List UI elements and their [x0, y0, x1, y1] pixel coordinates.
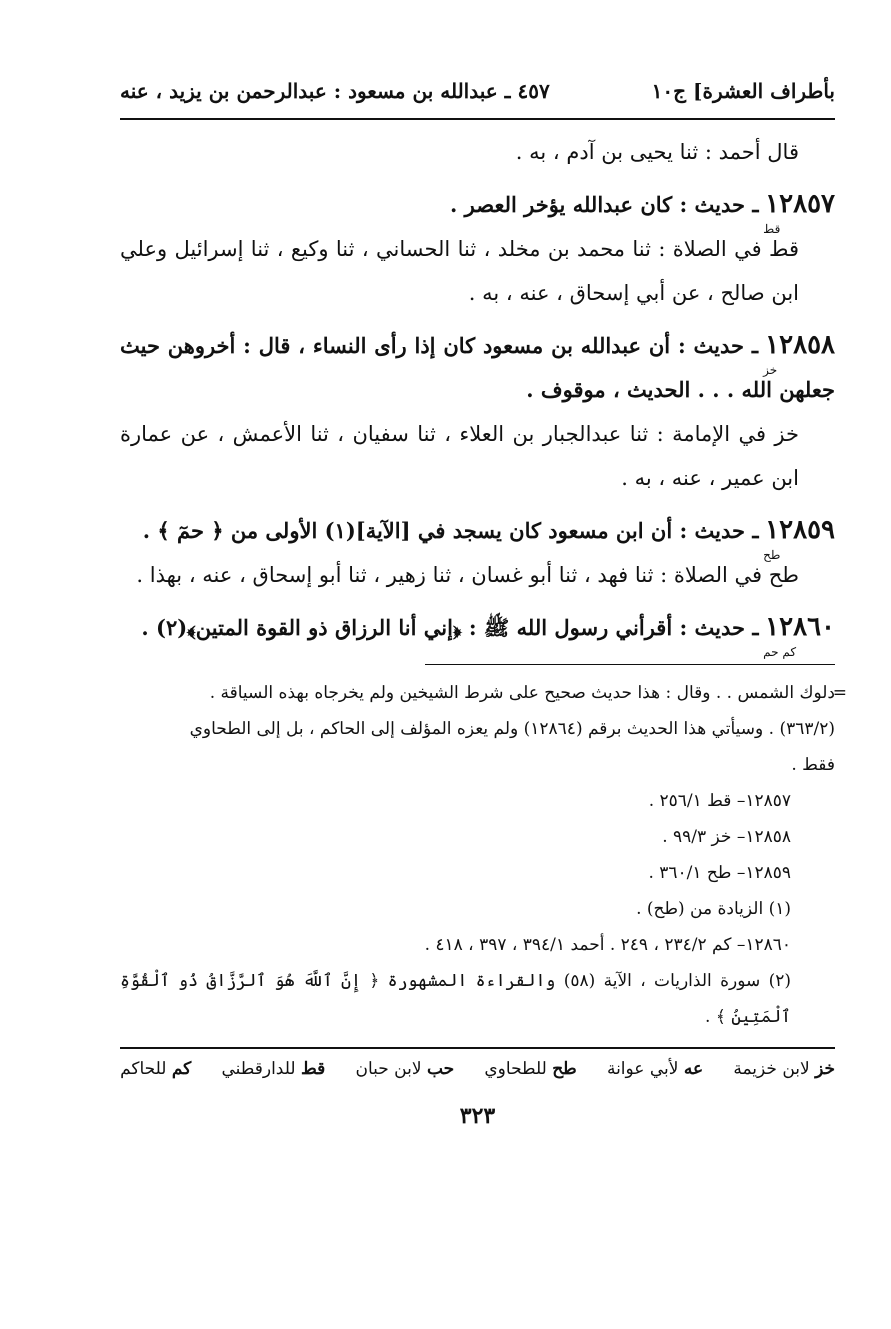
footnote-line: (١) الزيادة من (طح) . [636, 899, 791, 919]
legend-item: كم للحاكم [120, 1059, 192, 1079]
header-book-title: بأطراف العشرة] ج١٠ [651, 79, 835, 103]
source-code: خز [763, 363, 778, 377]
hadith-number: ١٢٨٥٩ طح [763, 515, 835, 562]
hadith-text: ـ حديث : أقرأني رسول الله ﷺ : ﴿إني أنا الرزاق ذو القوة المتين﴾(٢) . [141, 615, 759, 640]
source-code: طح [763, 548, 781, 562]
hadith-12857 [120, 182, 835, 236]
running-header [120, 70, 835, 112]
hadith-text: ـ حديث : أن عبدالله بن مسعود كان إذا رأى النساء ، قال : أخروهن حيث جعلهن الله . . . الحديث ، موقوف . [120, 333, 835, 402]
hadith-text: ـ حديث : أن ابن مسعود كان يسجد في [الآية](١) الأولى من ﴿ حمٓ ﴾ . [142, 518, 759, 543]
hadith-12860 [120, 605, 835, 659]
main-text [120, 120, 835, 659]
legend-item: حب لابن حبان [355, 1059, 455, 1079]
footnote-line: ١٢٨٦٠– كم ٢٣٤/٢ ، ٢٤٩ . أحمد ٣٩٤/١ ، ٣٩٧ ، ٤١٨ . [424, 935, 791, 955]
intro-line: قال أحمد : ثنا يحيى بن آدم ، به . [515, 140, 799, 164]
hadith-source: طح في الصلاة : ثنا فهد ، ثنا أبو غسان ، ثنا زهير ، ثنا أبو إسحاق ، عنه ، بهذا . [136, 563, 799, 587]
footnote-continuation: = دلوك الشمس . . وقال : هذا حديث صحيح على شرط الشيخين ولم يخرجاه بهذه السياقة . [120, 675, 835, 711]
hadith-source: قط في الصلاة : ثنا محمد بن مخلد ، ثنا الحساني ، ثنا وكيع ، ثنا إسرائيل وعلي ابن صالح ، عن أبي إسحاق ، عنه ، به . [120, 237, 799, 305]
footnote-line: ١٢٨٥٩– طح ٣٦٠/١ . [648, 863, 791, 883]
legend-item: خز لابن خزيمة [733, 1059, 835, 1079]
continuation-mark: = [832, 683, 847, 703]
hadith-12859 [120, 508, 835, 562]
legend-item: طح للطحاوي [484, 1059, 577, 1079]
hadith-number: ١٢٨٥٨ خز [763, 330, 835, 377]
footnote-line: (٢) سورة الذاريات ، الآية (٥٨) والقراءة المشهورة ﴿ إِنَّ ٱللَّهَ هُوَ ٱلرَّزَّاقُ ذُو ٱلْقُوَّةِ ٱلْمَتِينُ ﴾ . [120, 971, 791, 1027]
footnote-continuation: فقط . [791, 755, 835, 775]
legend-item: عه لأبي عوانة [606, 1059, 704, 1079]
book-page [120, 70, 847, 1310]
hadith-number: ١٢٨٦٠ كم حم [763, 612, 835, 659]
hadith-text: ـ حديث : كان عبدالله يؤخر العصر . [450, 192, 759, 217]
page-number: ٣٢٣ [459, 1103, 496, 1129]
footnote-separator [425, 664, 835, 665]
source-code: قط [763, 222, 781, 236]
footnote-line: ١٢٨٥٨– خز ٩٩/٣ . [662, 827, 791, 847]
footnotes [120, 675, 847, 1035]
hadith-12858 [120, 323, 835, 412]
hadith-number: ١٢٨٥٧ قط [763, 189, 835, 236]
footnote-line: ١٢٨٥٧– قط ٢٥٦/١ . [648, 791, 791, 811]
legend-item: قط للدارقطني [221, 1059, 326, 1079]
source-code: كم حم [763, 645, 797, 659]
header-chapter-title: ٤٥٧ ـ عبدالله بن مسعود : عبدالرحمن بن يزيد ، عنه [120, 79, 550, 103]
footnote-continuation: (٣٦٣/٢) . وسيأتي هذا الحديث برقم (١٢٨٦٤) ولم يعزه المؤلف إلى الحاكم ، بل إلى الطحاوي [189, 719, 835, 739]
abbreviation-legend [120, 1049, 835, 1089]
hadith-source: خز في الإمامة : ثنا عبدالجبار بن العلاء ، ثنا سفيان ، ثنا الأعمش ، عن عمارة ابن عمير ، عنه ، به . [120, 422, 799, 490]
